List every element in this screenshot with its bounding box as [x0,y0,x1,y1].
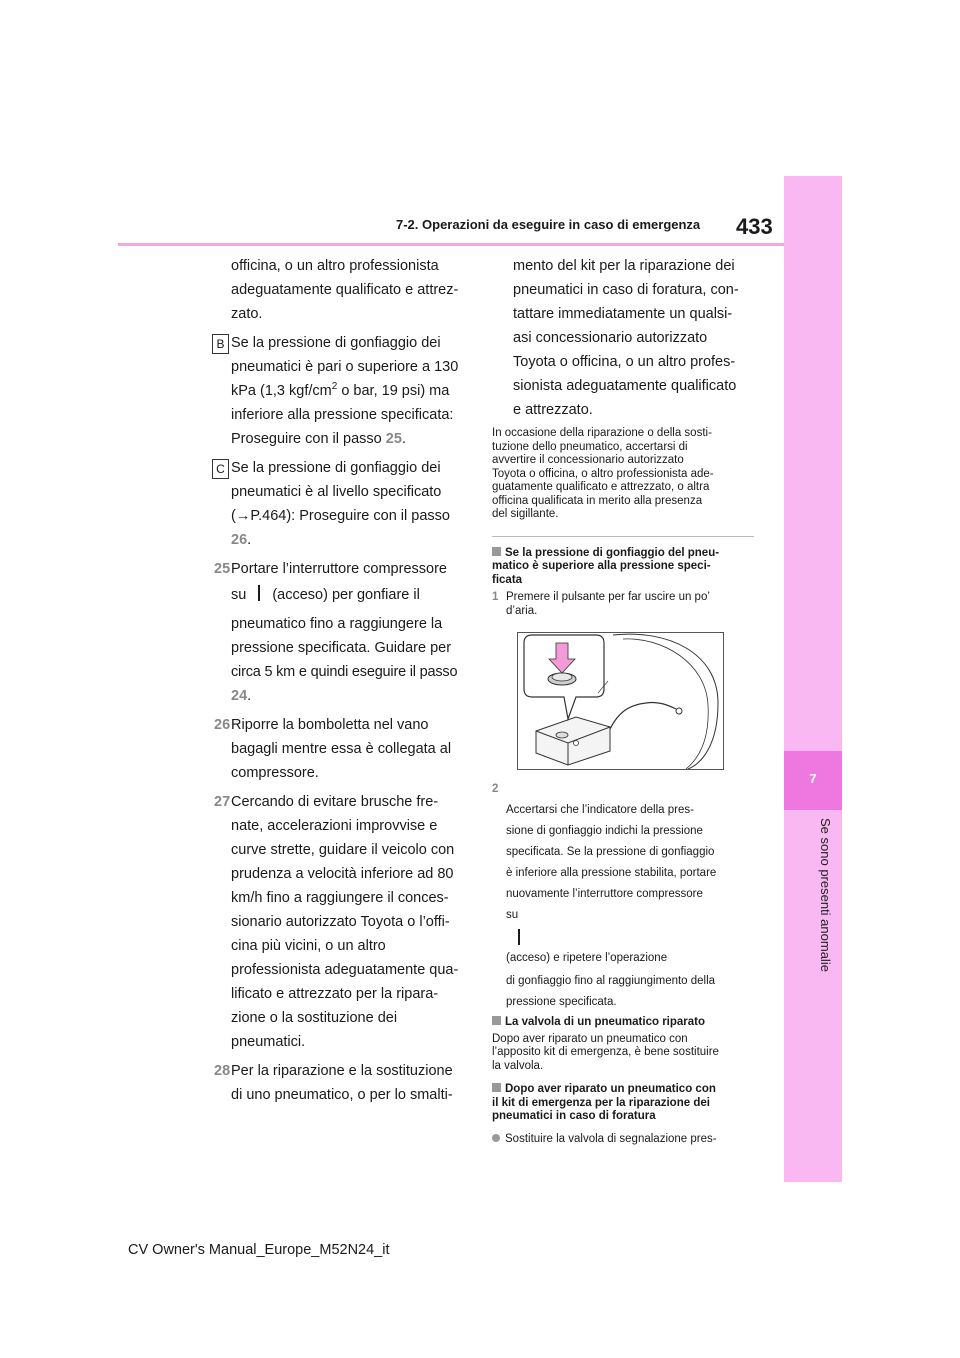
text-line: prudenza a velocità inferiore ad 80 [231,866,454,882]
case-c-label: C [212,459,229,479]
text-line: inferiore alla pressione specificata: [231,407,454,423]
step-number: 25 [214,561,231,577]
step-reference: 25 [385,431,402,447]
note-paragraph: In occasione della riparazione o della sosti- tuzione dello pneumatico, accertarsi di avvertire il concessionario autorizzato Toyota o officina, o altro professionista ade- guatamente qualificato e attrezzato, o altra officina qualificata in merito alla presenza del sigillante. [492,427,714,520]
case-c [214,458,472,551]
footer-manual-id: CV Owner's Manual_Europe_M52N24_it [128,1242,390,1258]
step-number: 27 [214,794,231,810]
text-line: Proseguire con il passo 25. [231,431,406,447]
square-bullet-icon [492,1083,501,1092]
text-line: curve strette, guidare il veicolo con [231,842,455,858]
text-line: km/h fino a raggiungere il conces- [231,890,449,906]
switch-on-symbol-icon [258,585,260,601]
step-number: 28 [214,1063,231,1079]
step-28: 28Per la riparazione e la sostituzione di uno pneumatico, o per lo smalti- [214,1061,472,1106]
text-line: pneumatici è pari o superiore a 130 [231,359,459,375]
text-line: 24. [231,688,252,704]
text-line: sionario autorizzato Toyota o l’offi- [231,914,450,930]
switch-line: su (acceso) per gonfiare il [231,587,420,603]
step-number: 1 [492,591,499,603]
text-line: officina, o un altro professionista [231,258,439,274]
step-26: 26Riporre la bomboletta nel vano bagagli mentre essa è collegata al compressore. [214,715,472,784]
valve-paragraph: Dopo aver riparato un pneumatico con l’apposito kit di emergenza, è bene sostituire la valvola. [492,1032,719,1072]
sub-step-2: 2 Accertarsi che l’indicatore della pres- sione di gonfiaggio indichi la pressione specificata. Se la pressione di gonfiaggio è inferiore alla pressione stabilita, portare nuovamente l’interruttore compressore su (acceso) e ripetere l’operazione di gonfiaggio fino al raggiungimento della pressione specificata. [492,782,754,1010]
round-bullet-icon [492,1134,500,1142]
step-reference: 26 [231,532,248,548]
text-line: bagagli mentre essa è collegata al [231,741,452,757]
left-column [214,256,472,1109]
heading-after-repair: Dopo aver riparato un pneumatico con il kit di emergenza per la riparazione dei pneumatici in caso di foratura [492,1083,716,1122]
chapter-number: 7 [809,771,817,786]
text-line: circa 5 km e quindi eseguire il passo [231,664,458,680]
square-bullet-icon [492,547,501,556]
right-column [492,256,754,1146]
section-title: 7-2. Operazioni da eseguire in caso di emergenza [396,217,701,232]
text-line: zione o la sostituzione dei [231,1010,398,1026]
step-25: 25Portare l’interruttore compressore su (acceso) per gonfiare il pneumatico fino a raggiungere la pressione specificata. Guidare per circa 5 km e quindi eseguire il passo 24. [214,559,472,707]
section-divider [492,536,754,537]
switch-on-symbol-icon [518,929,520,945]
text-line: kPa (1,3 kgf/$cm^2$ o bar, 19 psi) ma [231,381,450,399]
step-reference: 24 [231,688,248,704]
case-b [214,333,472,450]
text-line: 26. [231,532,252,548]
text-line: di uno pneumatico, o per lo smalti- [231,1087,453,1103]
square-bullet-icon [492,1016,501,1025]
intro-paragraph [214,256,472,325]
text-line: adeguatamente qualificato e attrez- [231,282,459,298]
page-number: 433 [736,214,773,239]
step-27: 27Cercando di evitare brusche fre- nate, accelerazioni improvvise e curve strette, guidare il veicolo con prudenza a velocità inferiore ad 80 km/h fino a raggiungere il conces- sionario autorizzato Toyota o l’offi- cina più vicini, o un altro professionista adeguatamente qua- lificato e attrezzato per la ripara- zione o la sostituzione dei pneumatici. [214,792,472,1053]
heading-overpressure: Se la pressione di gonfiaggio del pneu- matico è superiore alla pressione speci- ficata [492,546,720,586]
heading-repaired-valve: La valvola di un pneumatico riparato [492,1016,754,1030]
case-b-label: B [212,334,229,354]
page-reference-line[interactable]: (→P.464): Proseguire con il passo [231,508,450,524]
sub-step-1: 1 Premere il pulsante per far uscire un po’ d’aria. [492,591,710,617]
text-line: cina più vicini, o un altro [231,938,386,954]
text-line: zato. [231,306,263,322]
text-line: pneumatico fino a raggiungere la [231,616,443,632]
compressor-valve-icon [518,633,723,769]
step-number: 26 [214,717,231,733]
text-line: compressore. [231,765,319,781]
bullet-item: Sostituire la valvola di segnalazione pres- [492,1133,754,1147]
header-rule [118,243,784,246]
text-line: pneumatici. [231,1034,306,1050]
text-line: Se la pressione di gonfiaggio dei [231,335,441,351]
switch-line: su (acceso) e ripetere l’operazione [506,909,668,964]
chapter-title: Se sono presenti anomalie [818,818,833,972]
step-number: 2 [492,783,499,795]
text-line: lificato e attrezzato per la ripara- [231,986,439,1002]
text-line: nate, accelerazioni improvvise e [231,818,438,834]
step-28-continued: mento del kit per la riparazione dei pneumatici in caso di foratura, con- tattare immediatamente un qualsi- asi concessionario autorizzato Toyota o officina, o un altro profes- sionista adeguatamente qualificato e attrezzato. [513,258,739,418]
chapter-side-tab [784,176,842,1182]
text-line: pneumatici è al livello specificato [231,484,442,500]
text-line: professionista adeguatamente qua- [231,962,459,978]
compressor-illustration [517,632,724,770]
text-line: Se la pressione di gonfiaggio dei [231,460,441,476]
text-line: pressione specificata. Guidare per [231,640,452,656]
